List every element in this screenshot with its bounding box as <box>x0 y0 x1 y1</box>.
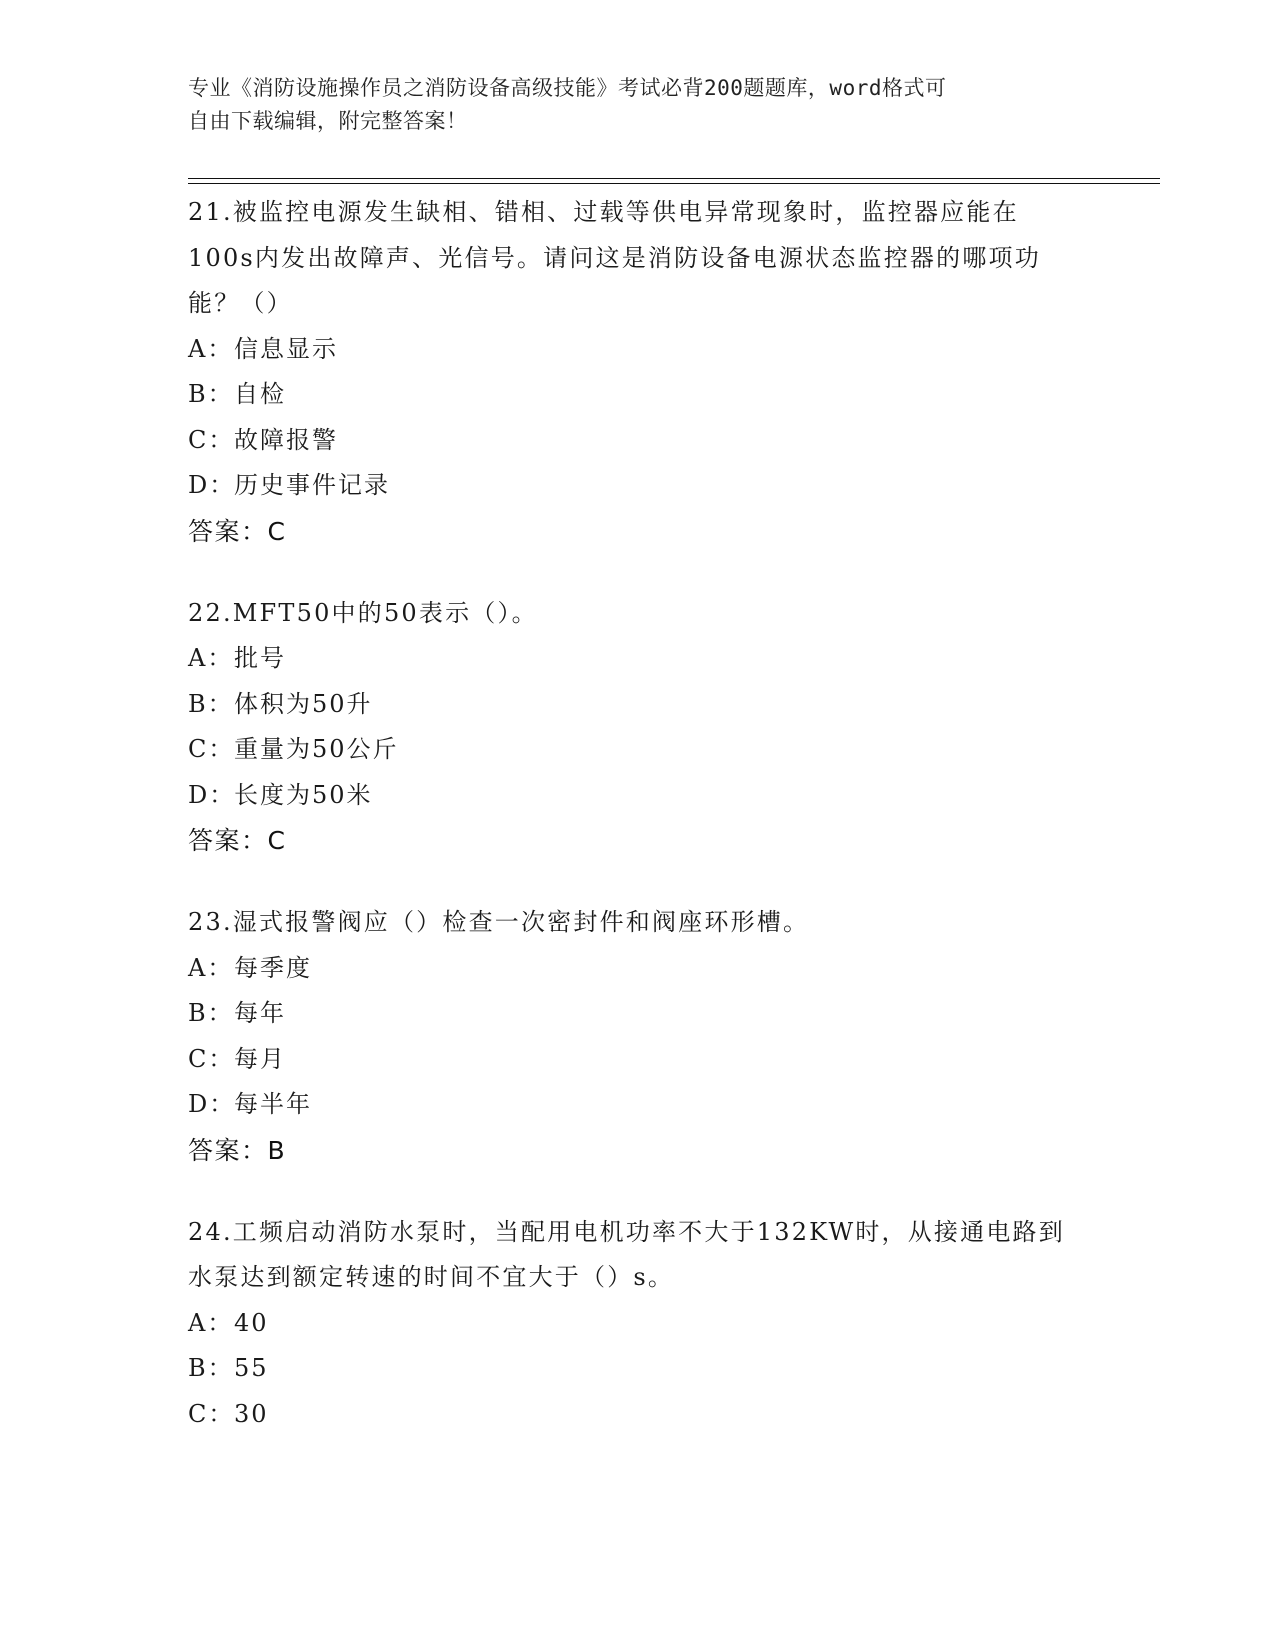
option-text: 30 <box>234 1399 269 1428</box>
question-text: 22.MFT50中的50表示（）。 <box>188 598 538 627</box>
option-text: 长度为50米 <box>234 780 373 809</box>
header-line-1: 专业《消防设施操作员之消防设备高级技能》考试必背200题题库，word格式可 <box>188 76 947 100</box>
option-text: 每年 <box>234 999 286 1027</box>
answer-option <box>188 682 1088 728</box>
answer-option <box>188 372 1088 418</box>
option-text: 信息显示 <box>234 334 338 363</box>
option-letter: A： <box>188 953 234 982</box>
answer-key: 答案：C <box>188 826 287 855</box>
header-divider-bottom <box>188 183 1160 184</box>
answer-option <box>188 1037 1088 1083</box>
option-letter: B： <box>188 689 234 718</box>
option-letter: C： <box>188 1399 235 1428</box>
answer-option <box>188 1082 1088 1128</box>
option-letter: D： <box>188 471 236 499</box>
answer-option <box>188 636 1088 682</box>
answer-option <box>188 727 1088 773</box>
option-letter: A： <box>188 1308 234 1337</box>
answer-option <box>188 463 1088 509</box>
answer-option <box>188 1301 1088 1347</box>
option-text: 自检 <box>234 380 286 408</box>
option-letter: B： <box>188 999 234 1027</box>
option-text: 40 <box>234 1308 269 1337</box>
answer-option <box>188 1392 1088 1438</box>
question-block <box>188 591 1088 865</box>
answer-key: 答案：B <box>188 1135 287 1165</box>
answer-option <box>188 418 1088 464</box>
header-line-2: 自由下载编辑，附完整答案！ <box>188 109 468 133</box>
answer-option <box>188 991 1088 1037</box>
answer-key: 答案：C <box>188 516 287 546</box>
question-text: 21.被监控电源发生缺相、错相、过载等供电异常现象时，监控器应能在100s内发出故障声、光信号。请问这是消防设备电源状态监控器的哪项功能？（） <box>188 198 1041 317</box>
question-text: 23.湿式报警阀应（）检查一次密封件和阀座环形槽。 <box>188 908 810 936</box>
header-divider-top <box>188 178 1160 179</box>
question-block <box>188 900 1088 1174</box>
option-letter: D： <box>188 1090 236 1118</box>
answer-option <box>188 773 1088 819</box>
option-text: 批号 <box>234 644 286 672</box>
answer-option <box>188 1346 1088 1392</box>
question-list <box>188 190 1088 1473</box>
option-text: 重量为50公斤 <box>234 735 399 763</box>
option-letter: A： <box>188 644 234 672</box>
option-text: 故障报警 <box>234 425 338 454</box>
option-letter: C： <box>188 425 235 454</box>
option-letter: B： <box>188 1354 234 1382</box>
option-letter: B： <box>188 380 234 408</box>
option-letter: C： <box>188 735 235 763</box>
option-letter: A： <box>188 334 234 363</box>
answer-option <box>188 946 1088 992</box>
option-letter: D： <box>188 780 236 809</box>
option-text: 每半年 <box>234 1090 312 1118</box>
question-block <box>188 1210 1088 1438</box>
option-text: 每月 <box>234 1044 286 1073</box>
option-text: 体积为50升 <box>234 689 373 718</box>
question-text: 24.工频启动消防水泵时，当配用电机功率不大于132KW时，从接通电路到水泵达到额定转速的时间不宜大于（）s。 <box>188 1217 1065 1291</box>
option-letter: C： <box>188 1044 235 1073</box>
document-header <box>188 72 1068 138</box>
option-text: 每季度 <box>234 953 312 982</box>
question-block <box>188 190 1088 555</box>
option-text: 55 <box>234 1354 269 1382</box>
option-text: 历史事件记录 <box>234 471 390 499</box>
answer-option <box>188 327 1088 373</box>
